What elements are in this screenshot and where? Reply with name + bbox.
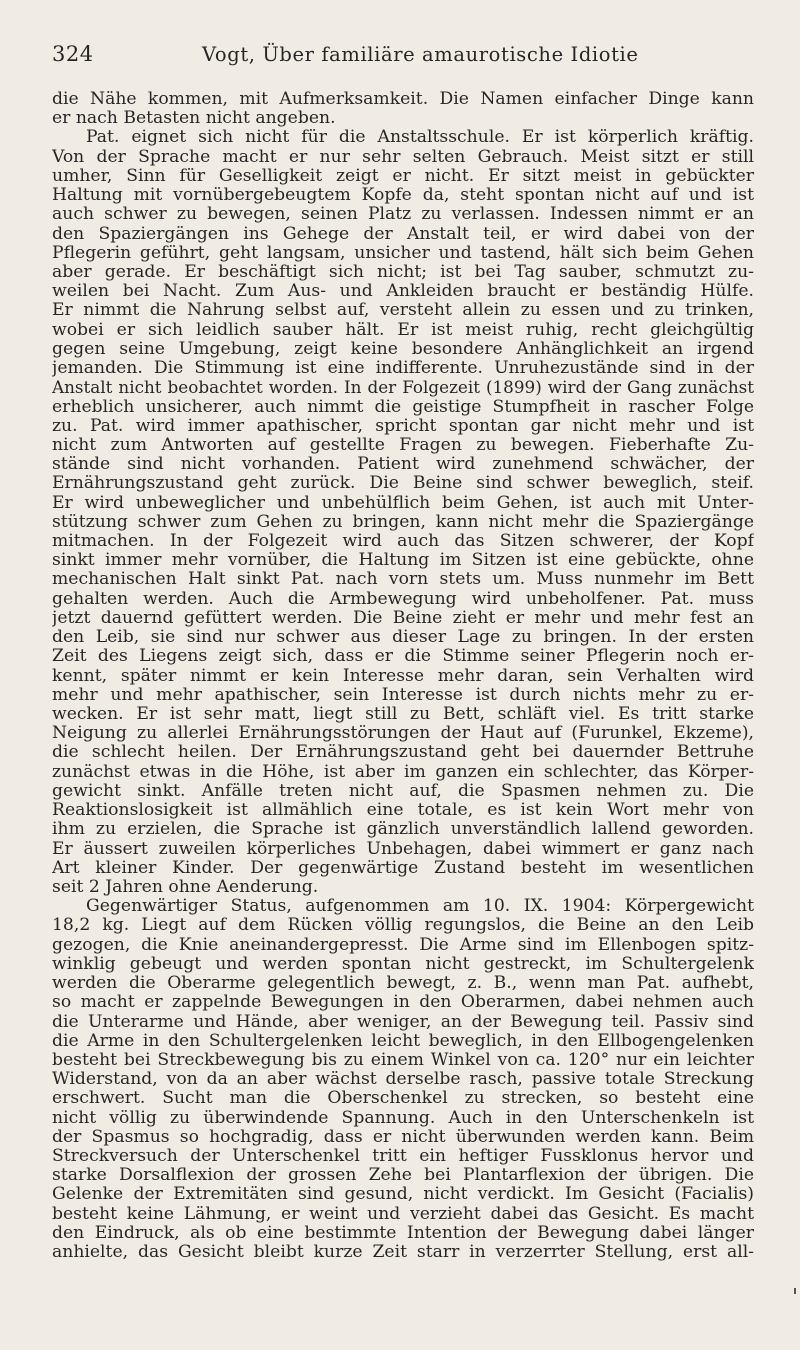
text-line: Er nimmt die Nahrung selbst auf, versteht allein zu essen und zu trinken, [52,301,754,321]
text-line: anhielte, das Gesicht bleibt kurze Zeit starr in verzerrter Stellung, erst all- [52,1243,754,1263]
text-line: aber gerade. Er beschäftigt sich nicht; ist bei Tag sauber, schmutzt zu- [52,262,754,282]
text-line: der Spasmus so hochgradig, dass er nicht überwunden werden kann. Beim [52,1127,754,1147]
text-line: mehr und mehr apathischer, sein Interesse ist durch nichts mehr zu er- [52,685,754,705]
text-line: Er äussert zuweilen körperliches Unbehagen, dabei wimmert er ganz nach [52,839,754,859]
text-line: winklig gebeugt und werden spontan nicht gestreckt, im Schultergelenk [52,954,754,974]
text-line: die Arme in den Schultergelenken leicht beweglich, in den Ellbogengelenken [52,1031,754,1051]
text-line: auch schwer zu bewegen, seinen Platz zu verlassen. Indessen nimmt er an [52,205,754,225]
text-line: Haltung mit vornübergebeugtem Kopfe da, steht spontan nicht auf und ist [52,186,754,206]
text-line: den Spaziergängen ins Gehege der Anstalt teil, er wird dabei von der [52,224,754,244]
text-line: besteht keine Lähmung, er weint und verzieht dabei das Gesicht. Es macht [52,1204,754,1224]
text-line: wecken. Er ist sehr matt, liegt still zu Bett, schläft viel. Es tritt starke [52,705,754,724]
text-line: Von der Sprache macht er nur sehr selten Gebrauch. Meist sitzt er still [52,147,754,167]
text-line: mechanischen Halt sinkt Pat. nach vorn stets um. Muss nunmehr im Bett [52,570,754,590]
text-line: Neigung zu allerlei Ernährungsstörungen der Haut auf (Furunkel, Ekzeme), [52,724,754,744]
text-line: gewicht sinkt. Anfälle treten nicht auf, die Spasmen nehmen zu. Die [52,781,754,801]
text-line: 18,2 kg. Liegt auf dem Rücken völlig regungslos, die Beine an den Leib [52,916,754,936]
page-number: 324 [52,42,94,66]
text-line: die schlecht heilen. Der Ernährungszustand geht bei dauernder Bettruhe [52,743,754,763]
text-line: den Eindruck, als ob eine bestimmte Intention der Bewegung dabei länger [52,1223,754,1243]
body-text [52,90,754,1262]
text-line: Gelenke der Extremitäten sind gesund, nicht verdickt. Im Gesicht (Facialis) [52,1185,754,1205]
text-line: die Nähe kommen, mit Aufmerksamkeit. Die Namen einfacher Dinge kann [52,90,754,109]
text-line: ihm zu erzielen, die Sprache ist gänzlich unverständlich lallend geworden. [52,820,754,840]
text-line: weilen bei Nacht. Zum Aus- und Ankleiden braucht er beständig Hülfe. [52,282,754,302]
text-line: nicht völlig zu überwindende Spannung. Auch in den Unterschenkeln ist [52,1108,754,1128]
text-line: er nach Betasten nicht angeben. [52,109,336,129]
text-line: werden die Oberarme gelegentlich bewegt, z. B., wenn man Pat. aufhebt, [52,974,754,994]
text-line: seit 2 Jahren ohne Aenderung. [52,877,319,897]
text-line: sinkt immer mehr vornüber, die Haltung im Sitzen ist eine gebückte, ohne [52,551,754,571]
running-title: Vogt, Über familiäre amaurotische Idiotie [202,43,639,66]
text-line: Ernährungszustand geht zurück. Die Beine sind schwer beweglich, steif. [52,474,754,494]
text-line: stützung schwer zum Gehen zu bringen, kann nicht mehr die Spaziergänge [52,512,754,532]
text-line: erschwert. Sucht man die Oberschenkel zu strecken, so besteht eine [52,1089,754,1109]
text-line: Er wird unbeweglicher und unbehülflich beim Gehen, ist auch mit Unter- [52,493,754,513]
text-line: Widerstand, von da an aber wächst derselbe rasch, passive totale Streckung [52,1070,754,1090]
text-line: erheblich unsicherer, auch nimmt die geistige Stumpfheit in rascher Folge [52,397,754,417]
text-line: zu. Pat. wird immer apathischer, spricht spontan gar nicht mehr und ist [52,416,754,436]
text-line: Zeit des Liegens zeigt sich, dass er die Stimme seiner Pflegerin noch er- [52,647,754,667]
text-line: Art kleiner Kinder. Der gegenwärtige Zustand besteht im wesentlichen [52,858,754,878]
text-line: gehalten werden. Auch die Armbewegung wird unbeholfener. Pat. muss [52,589,754,609]
text-line: den Leib, sie sind nur schwer aus dieser Lage zu bringen. In der ersten [52,628,754,648]
text-line: wobei er sich leidlich sauber hält. Er ist meist ruhig, recht gleichgültig [52,320,754,340]
text-line: Pat. eignet sich nicht für die Anstaltsschule. Er ist körperlich kräftig. [86,128,754,148]
margin-mark [794,1288,796,1294]
text-line: besteht bei Streckbewegung bis zu einem Winkel von ca. 120° nur ein leichter [52,1050,754,1070]
text-line: Pflegerin geführt, geht langsam, unsicher und tastend, hält sich beim Gehen [52,243,754,263]
text-line: gegen seine Umgebung, zeigt keine besondere Anhänglichkeit an irgend [52,339,754,359]
text-line: kennt, später nimmt er kein Interesse mehr daran, sein Verhalten wird [52,666,754,686]
text-line: gezogen, die Knie aneinandergepresst. Die Arme sind im Ellenbogen spitz- [52,935,754,955]
text-line: jetzt dauernd gefüttert werden. Die Beine zieht er mehr und mehr fest an [52,608,754,628]
text-line: jemanden. Die Stimmung ist eine indifferente. Unruhezustände sind in der [52,359,754,379]
text-line: so macht er zappelnde Bewegungen in den Oberarmen, dabei nehmen auch [52,993,754,1013]
text-line: Anstalt nicht beobachtet worden. In der Folgezeit (1899) wird der Gang zunächst [52,378,754,398]
text-line: Streckversuch der Unterschenkel tritt ein heftiger Fussklonus hervor und [52,1147,754,1167]
text-line: Gegenwärtiger Status, aufgenommen am 10. IX. 1904: Körpergewicht [86,897,754,917]
text-line: zunächst etwas in die Höhe, ist aber im ganzen ein schlechter, das Körper- [52,762,754,782]
text-line: starke Dorsalflexion der grossen Zehe bei Plantarflexion der übrigen. Die [52,1166,754,1186]
text-line: die Unterarme und Hände, aber weniger, an der Bewegung teil. Passiv sind [52,1012,754,1032]
page-header [52,42,752,72]
text-line: Reaktionslosigkeit ist allmählich eine totale, es ist kein Wort mehr von [52,801,754,821]
text-line: nicht zum Antworten auf gestellte Fragen zu bewegen. Fieberhafte Zu- [52,435,754,455]
text-line: umher, Sinn für Geselligkeit zeigt er nicht. Er sitzt meist in gebückter [52,166,754,186]
text-line: stände sind nicht vorhanden. Patient wird zunehmend schwächer, der [52,455,754,475]
text-line: mitmachen. In der Folgezeit wird auch das Sitzen schwerer, der Kopf [52,532,754,552]
